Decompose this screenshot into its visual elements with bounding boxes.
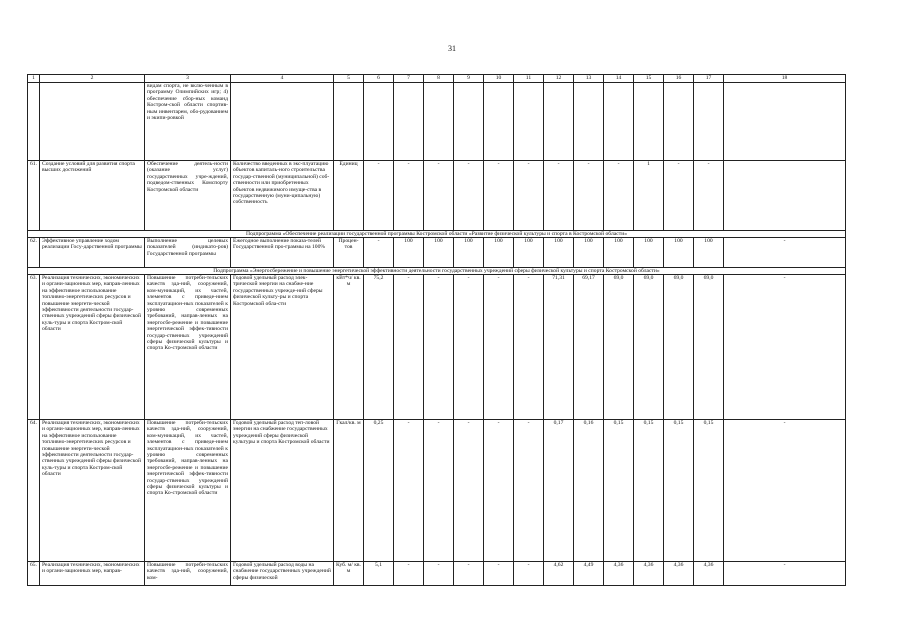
- value-cell: 0,17: [544, 420, 574, 562]
- value-cell: 5,1: [364, 562, 394, 586]
- value-cell: -: [454, 161, 484, 231]
- task-cell: Реализация технических, экономических и органи-зационных мер, направ-: [40, 562, 145, 586]
- unit-cell: кВт*ч/ кв. м: [334, 275, 364, 420]
- value-cell: 4,36: [664, 562, 694, 586]
- value-cell: [664, 83, 694, 161]
- table-row: [28, 275, 846, 420]
- value-cell: [514, 83, 544, 161]
- value-cell: -: [544, 161, 574, 231]
- column-number-cell: 18: [724, 75, 846, 83]
- value-cell: 100: [424, 238, 454, 268]
- task-cell: Реализация технических, экономических и органи-зационных мер, направ-ленных на эффективное использование топливно-энергетических ресурсов и повышение энергети-ческой эффективности деятельности государ-ственных учреждений сферы физической куль-туры и спорта Костром-ской области: [40, 275, 145, 420]
- column-number-cell: 3: [145, 75, 231, 83]
- table-row: [28, 161, 846, 231]
- indicator-cell: Ежегодное выполнение показа-телей Государственной про-граммы на 100%: [231, 238, 334, 268]
- note-cell: -: [724, 238, 846, 268]
- value-cell: [694, 83, 724, 161]
- value-cell: -: [484, 275, 514, 420]
- value-cell: -: [454, 275, 484, 420]
- note-cell: [724, 161, 846, 231]
- value-cell: 69,0: [604, 275, 634, 420]
- subprogram-row: [28, 268, 846, 275]
- value-cell: 4,49: [574, 562, 604, 586]
- value-cell: -: [454, 562, 484, 586]
- value-cell: 4,62: [544, 562, 574, 586]
- value-cell: [424, 83, 454, 161]
- unit-cell: Куб. м/ кв. м: [334, 562, 364, 586]
- value-cell: 71,31: [544, 275, 574, 420]
- value-cell: [364, 83, 394, 161]
- row-number-cell: 65.: [28, 562, 40, 586]
- value-cell: 0,25: [364, 420, 394, 562]
- subprogram-row: [28, 231, 846, 238]
- column-number-cell: 4: [231, 75, 334, 83]
- value-cell: -: [514, 275, 544, 420]
- activity-cell: Повышение потреби-тельских качеств зда-ний, сооружений, ком-муникаций, их частей, элементов с приведе-нием эксплуатацион-ных показателей к уровню современных требований, направ-ленных на энергосбе-режение и повышение энергетической эффек-тивности государ-ственных учреждений сферы физической культуры и спорта Ко-стромской области: [145, 275, 231, 420]
- column-number-cell: 5: [334, 75, 364, 83]
- value-cell: 100: [544, 238, 574, 268]
- value-cell: 75,2: [364, 275, 394, 420]
- table-row: [28, 83, 846, 161]
- indicator-cell: Годовой удельный расход теп-ловой энергии на снабжение государственных учреждений сферы физической культуры и спорта Костромской области: [231, 420, 334, 562]
- column-number-cell: 10: [484, 75, 514, 83]
- column-number-cell: 9: [454, 75, 484, 83]
- task-cell: Реализация технических, экономических и органи-зационных мер, направ-ленных на эффективное использование топливно-энергетических ресурсов и повышение энергети-ческой эффективности деятельности государ-ственных учреждений сферы физической куль-туры и спорта Костром-ской области: [40, 420, 145, 562]
- column-number-cell: 16: [664, 75, 694, 83]
- value-cell: 0,15: [604, 420, 634, 562]
- column-number-cell: 1: [28, 75, 40, 83]
- activity-cell: Повышение потреби-тельских качеств зда-ний, сооружений, ком-: [145, 562, 231, 586]
- table-row: [28, 420, 846, 562]
- activity-cell: Выполнение целевых показателей (индикато-ров) Государственной программы: [145, 238, 231, 268]
- task-cell: Эффективное управление ходом реализации Госу-дарственной программы: [40, 238, 145, 268]
- column-number-row: [28, 75, 846, 83]
- value-cell: 69,17: [574, 275, 604, 420]
- value-cell: 100: [484, 238, 514, 268]
- value-cell: 100: [604, 238, 634, 268]
- value-cell: -: [424, 420, 454, 562]
- value-cell: -: [454, 420, 484, 562]
- value-cell: -: [574, 161, 604, 231]
- column-number-cell: 8: [424, 75, 454, 83]
- column-number-cell: 7: [394, 75, 424, 83]
- activity-cell: видам спорта, не вклю-ченным в программу Олимпийских игр; 4) обеспечение сбор-ных команд Костром-ской области спортив-ным инвентарем, обо-рудованием и экипи-ровкой: [145, 83, 231, 161]
- value-cell: -: [364, 238, 394, 268]
- value-cell: 4,36: [634, 562, 664, 586]
- value-cell: -: [424, 275, 454, 420]
- subprogram-title: Подпрограмма «Энергосбережение и повышение энергетической эффективности деятельности государственных учреждений сферы физической культуры и спорта Костромской области»: [28, 268, 846, 275]
- row-number-cell: [28, 83, 40, 161]
- column-number-cell: 12: [544, 75, 574, 83]
- activity-cell: Повышение потреби-тельских качеств зда-ний, сооружений, ком-муникаций, их частей, элементов с приведе-нием эксплуатацион-ных показателей к уровню современных требований, направ-ленных на энергосбе-режение и повышение энергетической эффек-тивности государ-ственных учреждений сферы физической культуры и спорта Ко-стромской области: [145, 420, 231, 562]
- value-cell: 100: [694, 238, 724, 268]
- column-number-cell: 13: [574, 75, 604, 83]
- value-cell: 100: [454, 238, 484, 268]
- column-number-cell: 15: [634, 75, 664, 83]
- value-cell: -: [604, 161, 634, 231]
- value-cell: [394, 83, 424, 161]
- value-cell: -: [694, 161, 724, 231]
- value-cell: 69,0: [634, 275, 664, 420]
- value-cell: -: [394, 275, 424, 420]
- task-cell: [40, 83, 145, 161]
- value-cell: -: [664, 161, 694, 231]
- column-number-cell: 11: [514, 75, 544, 83]
- value-cell: 0,15: [694, 420, 724, 562]
- note-cell: -: [724, 275, 846, 420]
- column-number-cell: 2: [40, 75, 145, 83]
- value-cell: -: [514, 161, 544, 231]
- value-cell: 100: [634, 238, 664, 268]
- value-cell: [634, 83, 664, 161]
- subprogram-title: Подпрограмма «Обеспечение реализации государственной программы Костромской области «Развитие физической культуры и спорта в Костромской области»: [28, 231, 846, 238]
- value-cell: -: [424, 161, 454, 231]
- task-cell: Создание условий для развития спорта высших достижений: [40, 161, 145, 231]
- note-cell: -: [724, 420, 846, 562]
- column-number-cell: 14: [604, 75, 634, 83]
- value-cell: 0,15: [664, 420, 694, 562]
- table-row: [28, 562, 846, 586]
- column-number-cell: 6: [364, 75, 394, 83]
- value-cell: 100: [394, 238, 424, 268]
- value-cell: 0,15: [634, 420, 664, 562]
- value-cell: -: [424, 562, 454, 586]
- unit-cell: Гкал/кв. м: [334, 420, 364, 562]
- table-row: [28, 238, 846, 268]
- value-cell: 4,36: [694, 562, 724, 586]
- row-number-cell: 62.: [28, 238, 40, 268]
- value-cell: -: [514, 420, 544, 562]
- note-cell: -: [724, 562, 846, 586]
- value-cell: [604, 83, 634, 161]
- value-cell: 1: [634, 161, 664, 231]
- indicator-cell: [231, 83, 334, 161]
- indicator-cell: Количество введенных в экс-плуатацию объектов капиталь-ного строительства государ-ственной (муниципальной) соб-ственности или приобретенных объектов недвижимого имуще-ства в государственную (муни-ципальную) собственность: [231, 161, 334, 231]
- value-cell: 100: [514, 238, 544, 268]
- value-cell: 100: [574, 238, 604, 268]
- value-cell: 69,0: [664, 275, 694, 420]
- value-cell: [484, 83, 514, 161]
- value-cell: -: [484, 420, 514, 562]
- value-cell: -: [394, 420, 424, 562]
- value-cell: 0,16: [574, 420, 604, 562]
- value-cell: -: [394, 161, 424, 231]
- value-cell: 69,0: [694, 275, 724, 420]
- column-number-cell: 17: [694, 75, 724, 83]
- unit-cell: Единиц: [334, 161, 364, 231]
- value-cell: -: [514, 562, 544, 586]
- unit-cell: [334, 83, 364, 161]
- row-number-cell: 64.: [28, 420, 40, 562]
- value-cell: [544, 83, 574, 161]
- activity-cell: Обеспечение деятель-ности (оказание услуг) государственных учре-ждений, подведом-ственных Комспорту Костромской области: [145, 161, 231, 231]
- row-number-cell: 63.: [28, 275, 40, 420]
- value-cell: -: [364, 161, 394, 231]
- unit-cell: Процен-тов: [334, 238, 364, 268]
- value-cell: [574, 83, 604, 161]
- indicator-cell: Годовой удельный расход элек-трической энергии на снабже-ние государственных учрежде-ний сферы физической культу-ры и спорта Костромской обла-сти: [231, 275, 334, 420]
- indicators-table: [27, 74, 846, 586]
- page-number: 31: [448, 44, 456, 53]
- value-cell: [454, 83, 484, 161]
- row-number-cell: 61.: [28, 161, 40, 231]
- indicator-cell: Годовой удельный расход воды на снабжение государственных учреждений сферы физической: [231, 562, 334, 586]
- value-cell: 100: [664, 238, 694, 268]
- value-cell: -: [484, 562, 514, 586]
- value-cell: -: [484, 161, 514, 231]
- value-cell: 4,36: [604, 562, 634, 586]
- value-cell: -: [394, 562, 424, 586]
- note-cell: [724, 83, 846, 161]
